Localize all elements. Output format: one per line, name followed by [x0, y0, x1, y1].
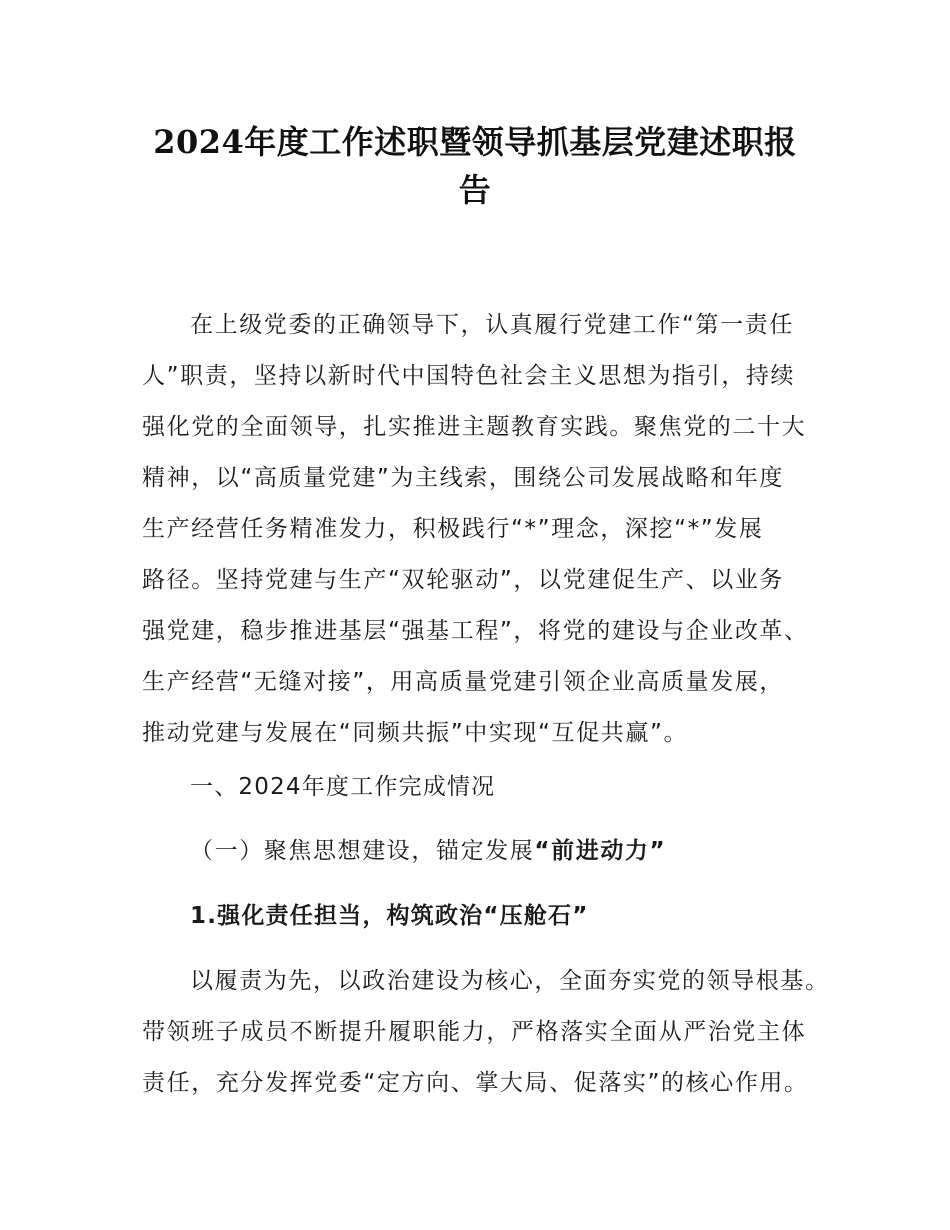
subsection-heading-emphasis: “前进动力” [534, 838, 667, 864]
title-line-1: 2024年度工作述职暨领导抓基层党建述职报 [153, 123, 797, 161]
paragraph-line: 强党建，稳步推进基层“强基工程”，将党的建设与企业改革、 [142, 618, 809, 644]
paragraph-line: 带领班子成员不断提升履职能力，严格落实全面从严治党主体 [142, 1019, 807, 1045]
paragraph-line: 人”职责，坚持以新时代中国特色社会主义思想为指引，持续 [142, 363, 796, 389]
title-line-2: 告 [458, 171, 492, 209]
subsection-heading-prefix: （一）聚焦思想建设，锚定发展 [190, 838, 535, 864]
item-heading: 1.强化责任担当，构筑政治“压舱石” [190, 903, 589, 929]
item-paragraph [142, 956, 832, 1109]
document-title [130, 118, 820, 214]
paragraph-line: 路径。坚持党建与生产“双轮驱动”，以党建促生产、以业务 [142, 567, 785, 593]
paragraph-line: 强化党的全面领导，扎实推进主题教育实践。聚焦党的二十大 [142, 414, 807, 440]
paragraph-line: 在上级党委的正确领导下，认真履行党建工作“第一责任 [190, 312, 794, 338]
section-heading: 一、2024年度工作完成情况 [190, 774, 496, 800]
intro-paragraph [142, 300, 832, 759]
subsection-heading [190, 826, 666, 877]
paragraph-line: 生产经营任务精准发力，积极践行“*”理念，深挖“*”发展 [142, 516, 764, 542]
paragraph-line: 责任，充分发挥党委“定方向、掌大局、促落实”的核心作用。 [142, 1070, 809, 1096]
paragraph-line: 推动党建与发展在“同频共振”中实现“互促共赢”。 [142, 720, 689, 746]
paragraph-line: 以履责为先，以政治建设为核心，全面夯实党的领导根基。 [190, 968, 830, 994]
paragraph-line: 精神，以“高质量党建”为主线索，围绕公司发展战略和年度 [142, 465, 785, 491]
paragraph-line: 生产经营“无缝对接”，用高质量党建引领企业高质量发展， [142, 669, 785, 695]
